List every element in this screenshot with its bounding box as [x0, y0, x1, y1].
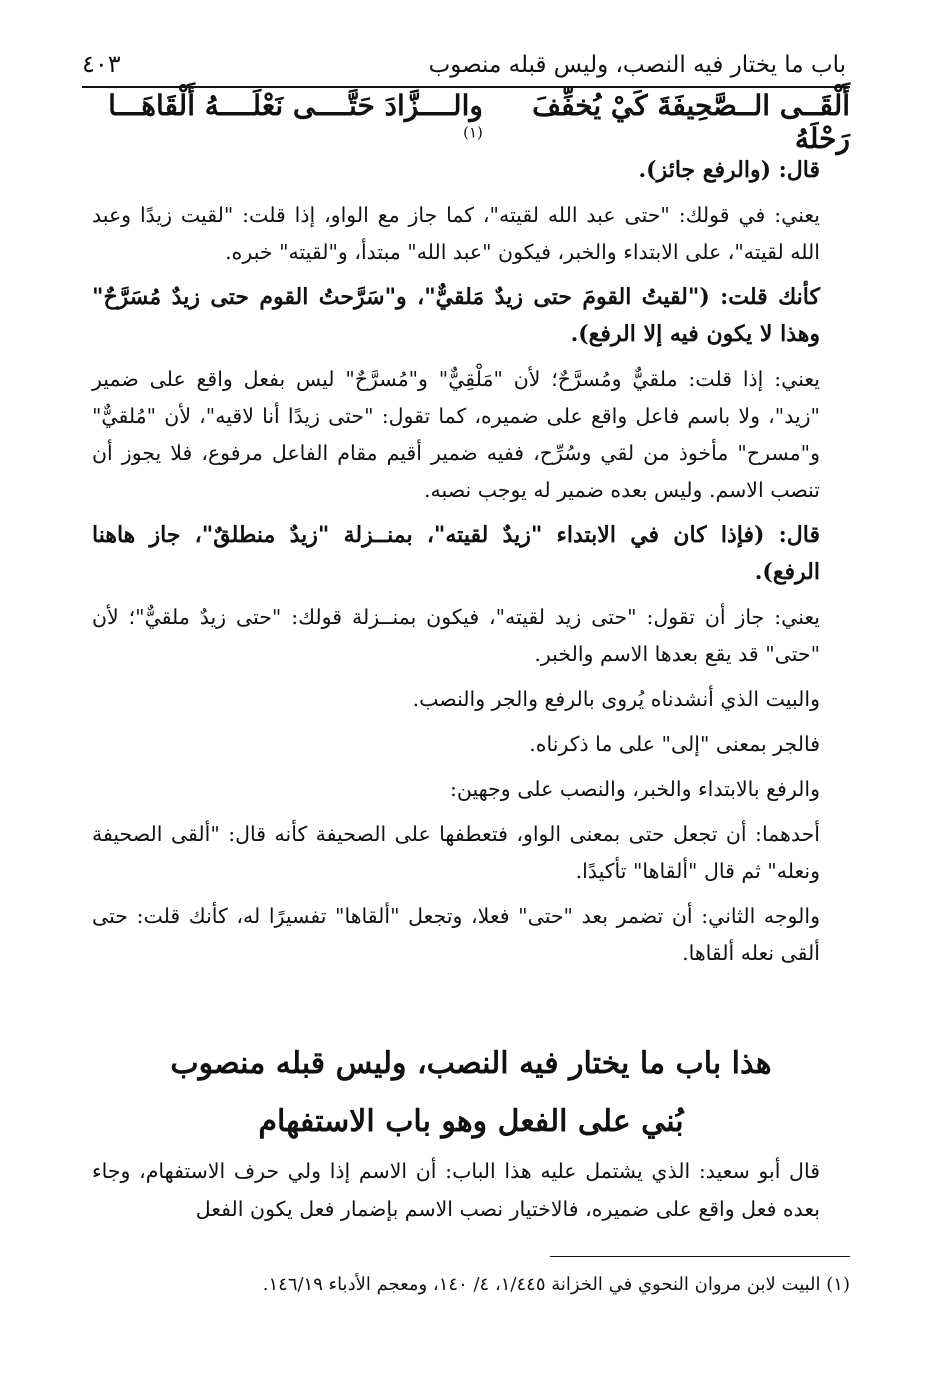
verse-second-text: والــــزَّادَ حَتَّــــى نَعْلَــــهُ أَلْقَاهَـــا: [108, 89, 483, 122]
section-text: [92, 1152, 850, 1236]
header-rule: [82, 86, 850, 88]
section-heading: هذا باب ما يختار فيه النصب، وليس قبله منصوب: [170, 1046, 772, 1081]
footnote-rule: [550, 1256, 850, 1257]
paragraph: قال أبو سعيد: الذي يشتمل عليه هذا الباب: أن الاسم إذا ولي حرف الاستفهام، وجاء بعده فعل واقع على ضميره، فالاختيار نصب الاسم بإضمار فعل يكون الفعل: [92, 1159, 820, 1221]
paragraph: أحدهما: أن تجعل حتى بمعنى الواو، فتعطفها على الصحيفة كأنه قال: "ألقى الصحيفة ونعله" ثم قال "ألقاها" تأكيدًا.: [92, 822, 820, 883]
footnote: (١) البيت لابن مروان النحوي في الخزانة ١/٤٤٥، ٤/ ١٤٠، ومعجم الأدباء ١٤٦/١٩.: [262, 1274, 850, 1295]
chapter-title: باب ما يختار فيه النصب، وليس قبله منصوب: [428, 52, 846, 78]
paragraph: قال: (والرفع جائز).: [638, 157, 820, 183]
verse-first-hemistich: أَلْقَــى الــصَّحِيفَةَ كَيْ يُخفِّفَ رَحْلَهُ: [532, 89, 850, 155]
footnote-marker: (١): [463, 123, 483, 142]
main-text: [92, 152, 850, 980]
paragraph: والبيت الذي أنشدناه يُروى بالرفع والجر والنصب.: [412, 687, 820, 711]
paragraph: يعني: إذا قلت: ملقيٌّ ومُسرَّحٌ؛ لأن "مَلْقِيٌّ" و"مُسرَّحٌ" ليس بفعل واقع على ضمير "زيد"، ولا باسم فاعل واقع على ضميره، كما تقول: "حتى زيدًا أنا لاقيه"، لأن "مُلقيٌّ" و"مسرح" مأخوذ من لقي وسُرِّح، ففيه ضمير أقيم مقام الفاعل مرفوع، فلا يجوز أن تنصب الاسم. وليس بعده ضمير له يوجب نصبه.: [92, 367, 820, 502]
paragraph: كأنك قلت: ("لقيتُ القومَ حتى زيدٌ مَلقيٌّ"، و"سَرَّحتُ القوم حتى زيدٌ مُسَرَّحٌ" وهذا لا يكون فيه إلا الرفع).: [92, 284, 820, 347]
paragraph: قال: (فإذا كان في الابتداء "زيدٌ لقيته"، بمنــزلة "زيدٌ منطلقٌ"، جاز هاهنا الرفع).: [92, 522, 820, 585]
running-header: [82, 38, 846, 78]
paragraph: والرفع بالابتداء والخبر، والنصب على وجهين:: [449, 777, 820, 801]
paragraph: فالجر بمعنى "إلى" على ما ذكرناه.: [529, 732, 820, 756]
paragraph: يعني: جاز أن تقول: "حتى زيد لقيته"، فيكون بمنــزلة قولك: "حتى زيدٌ ملقيٌّ"؛ لأن "حتى" قد يقع بعدها الاسم والخبر.: [92, 605, 820, 666]
poetry-verse: [95, 89, 850, 155]
section-subheading: بُني على الفعل وهو باب الاستفهام: [258, 1104, 684, 1139]
paragraph: يعني: في قولك: "حتى عبد الله لقيته"، كما جاز مع الواو، إذا قلت: "لقيت زيدًا وعبد الله لقيته"، على الابتداء والخبر، فيكون "عبد الله" مبتدأ، و"لقيته" خبره.: [92, 203, 820, 264]
verse-second-hemistich: [95, 89, 483, 155]
page-number: ٤٠٣: [82, 50, 121, 78]
paragraph: والوجه الثاني: أن تضمر بعد "حتى" فعلا، وتجعل "ألقاها" تفسيرًا له، كأنك قلت: حتى ألقى نعله ألقاها.: [92, 904, 820, 965]
